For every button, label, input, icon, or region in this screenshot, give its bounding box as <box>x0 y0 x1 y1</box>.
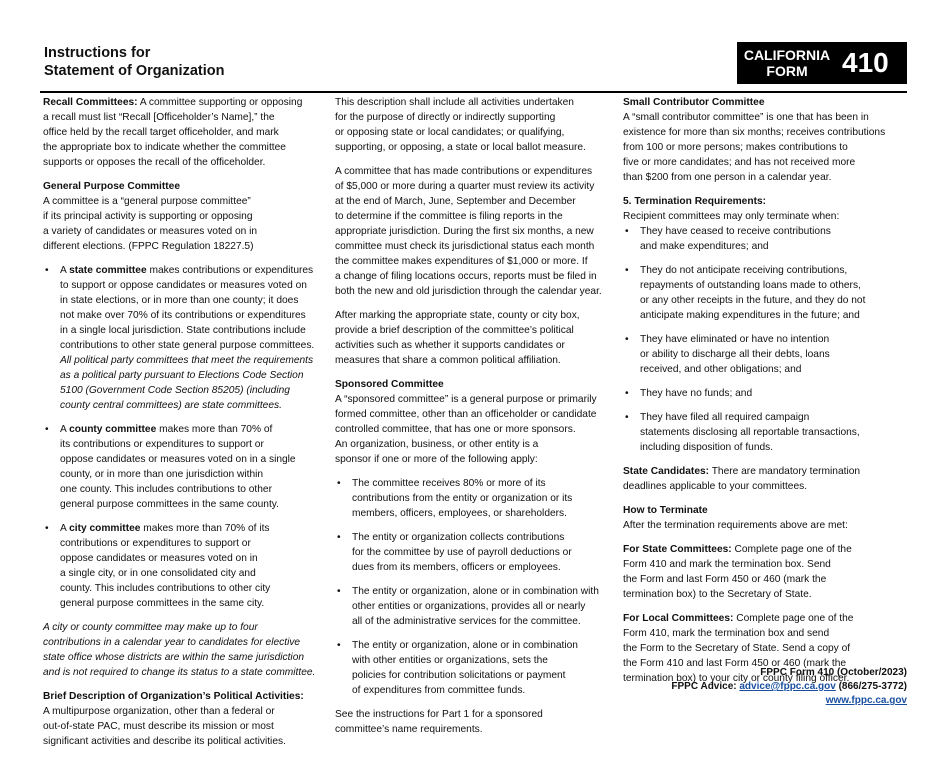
general-purpose-heading: General Purpose Committee <box>43 181 181 192</box>
general-purpose-text: A committee is a “general purpose committee” if its principal activity is supporting or opposing a variety of candidates or measures voted on in different elections. (FPPC Regulation 18227.5) <box>43 196 258 252</box>
state-candidates-heading: State Candidates: <box>623 466 710 477</box>
part1-reference: See the instructions for Part 1 for a sponsored committee’s name requirements. <box>335 709 543 735</box>
list-item: • They have no funds; and <box>623 386 913 401</box>
how-to-terminate-heading: How to Terminate <box>623 505 708 516</box>
b2-pre: A <box>60 424 70 435</box>
form-label-line-2: FORM <box>766 63 808 79</box>
list-item: • They do not anticipate receiving contributions, repayments of outstanding loans made to others, or any other receipts in the future, and they do not anticipate making expenditures in the future; and <box>623 263 913 323</box>
local-committees-text: Complete page one of the Form 410, mark the termination box and send the Form to the Secretary of State. Send a copy of the Form 410 and last Form 450 or 460 (mark the termination box) to your city or county filing officer. <box>623 613 854 684</box>
description-paragraph: This description shall include all activities undertaken for the purpose of directly or indirectly supporting or opposing state or local candidates; or qualifying, supporting, or opposing, a state or local ballot measure. <box>335 97 586 153</box>
title-line-2: Statement of Organization <box>44 63 225 79</box>
list-item: • They have filed all required campaign statements disclosing all reportable transactions, including disposition of funds. <box>623 410 913 455</box>
form-info: FPPC Form 410 (October/2023) <box>760 667 907 678</box>
b1-pre: A <box>60 265 70 276</box>
state-committees-paragraph <box>623 542 913 602</box>
state-committees-text: Complete page one of the Form 410 and mark the termination box. Send the Form and last Form 450 or 460 (mark the termination box) to the Secretary of State. <box>623 544 852 600</box>
list-item: • The entity or organization, alone or in combination with other entities or organizations, sets the policies for contribution solicitations or payment of expenditures from committee funds. <box>335 638 620 698</box>
list-item: • They have eliminated or have no intention or ability to discharge all their debts, loans received, and other obligations; and <box>623 332 913 377</box>
form-label-line-1: CALIFORNIA <box>743 47 831 63</box>
list-item-county-committee <box>43 422 333 512</box>
recall-heading: Recall Committees: <box>43 97 138 108</box>
form-label <box>737 47 837 79</box>
recall-text: A committee supporting or opposing a recall must list “Recall [Officeholder’s Name],” the office held by the recall target officeholder, and mark the appropriate box to indicate whether the committee supports or opposes the recall of the officeholder. <box>43 97 303 168</box>
termination-heading: 5. Termination Requirements: <box>623 196 767 207</box>
small-contributor-text: A “small contributor committee” is one that has been in existence for more than six months; receives contributions from 100 or more persons; makes contributions to five or more candidates; and has not received more than $200 from one person in a calendar year. <box>623 112 886 183</box>
sponsored-committee-heading: Sponsored Committee <box>335 379 444 390</box>
state-committees-heading: For State Committees: <box>623 544 732 555</box>
list-item: • The committee receives 80% or more of its contributions from the entity or organization or its members, officers, employees, or shareholders. <box>335 476 620 521</box>
list-item: • The entity or organization collects contributions for the committee by use of payroll deductions or dues from its members, officers or employees. <box>335 530 620 575</box>
small-contributor-heading: Small Contributor Committee <box>623 97 765 108</box>
sponsor-criteria-list <box>335 476 620 698</box>
advice-label: FPPC Advice: <box>671 681 740 692</box>
title-line-1: Instructions for <box>44 45 151 61</box>
brief-description-text: A multipurpose organization, other than a federal or out-of-state PAC, must describe its mission or most significant activities and describe its political activities. <box>43 706 286 747</box>
city-committee-term: city committee <box>69 523 141 534</box>
how-to-terminate-text: After the termination requirements above are met: <box>623 520 848 531</box>
advice-email-link[interactable]: advice@fppc.ca.gov <box>739 681 836 692</box>
footer <box>671 666 907 708</box>
termination-criteria-list <box>623 224 913 455</box>
list-item: • They have ceased to receive contributions and make expenditures; and <box>623 224 913 254</box>
brief-description-heading: Brief Description of Organization’s Political Activities: <box>43 691 304 702</box>
sponsored-committee-text: A “sponsored committee” is a general purpose or primarily formed committee, other than an officeholder or candidate controlled committee, that has one or more sponsors. An organization, business, or other entity is a sponsor if one or more of the following apply: <box>335 394 597 465</box>
list-item-state-committee <box>43 263 333 413</box>
state-candidates-paragraph <box>623 464 913 494</box>
advice-line <box>671 680 907 694</box>
city-county-note <box>43 620 333 680</box>
b2-text: makes more than 70% of its contributions or expenditures to support or oppose candidates or measures voted on in a single county, or in more than one jurisdiction within one county. This includes contributions to other general purpose committees in the same county. <box>60 424 296 510</box>
local-committees-heading: For Local Committees: <box>623 613 734 624</box>
header-divider <box>40 91 907 93</box>
form-number: 410 <box>842 47 889 78</box>
termination-intro: Recipient committees may only terminate when: <box>623 211 840 222</box>
b1-italic-note: All political party committees that meet the requirements as a political party pursuant to Elections Code Section 5100 (Government Code Section 85205) (including county central committees) are state committees. <box>60 355 314 411</box>
brief-description-paragraph: After marking the appropriate state, county or city box, provide a brief description of the committee’s political activities such as whether it supports candidates or measures that share a common political affiliation. <box>335 310 580 366</box>
page-title <box>44 44 224 80</box>
quarterly-review-paragraph: A committee that has made contributions or expenditures of $5,000 or more during a quarter must review its activity at the end of March, June, September and December to determine if the committee is filing reports in the appropriate jurisdiction. During the first six months, a new committee must check its jurisdictional status each month the committee makes expenditures of $1,000 or more. If a change of filing locations occurs, reports must be filed in both the new and old jurisdiction through the calendar year. <box>335 166 602 297</box>
recall-paragraph <box>43 95 333 170</box>
form-number-badge <box>737 42 907 84</box>
b1-text: makes contributions or expenditures to support or oppose candidates or measures voted on in state elections, or in more than one county; it does not make over 70% of its contributions or expenditures in a single local jurisdiction. State contributions include contributions to other state general purpose committees. <box>60 265 315 351</box>
list-item: • The entity or organization, alone or in combination with other entities or organizations, provides all or nearly all of the administrative services for the committee. <box>335 584 620 629</box>
website-link[interactable]: www.fppc.ca.gov <box>825 695 907 706</box>
county-committee-term: county committee <box>69 424 157 435</box>
b3-text: makes more than 70% of its contributions or expenditures to support or oppose candidates or measures voted on in a single city, or in one consolidated city and county. This includes contributions to other city general purpose committees in the same city. <box>60 523 271 609</box>
column-3 <box>623 95 913 695</box>
state-committee-term: state committee <box>69 265 147 276</box>
list-item-city-committee <box>43 521 333 611</box>
state-candidates-text: There are mandatory termination deadlines applicable to your committees. <box>623 466 861 492</box>
committee-type-list <box>43 263 333 611</box>
column-1 <box>43 95 333 758</box>
column-2 <box>335 95 620 746</box>
advice-phone: (866/275-3772) <box>835 681 907 692</box>
b3-pre: A <box>60 523 70 534</box>
city-county-note-text: A city or county committee may make up to four contributions in a calendar year to candidates for elective state office whose districts are within the same jurisdiction and is not required to change its status to a state committee. <box>43 622 316 678</box>
